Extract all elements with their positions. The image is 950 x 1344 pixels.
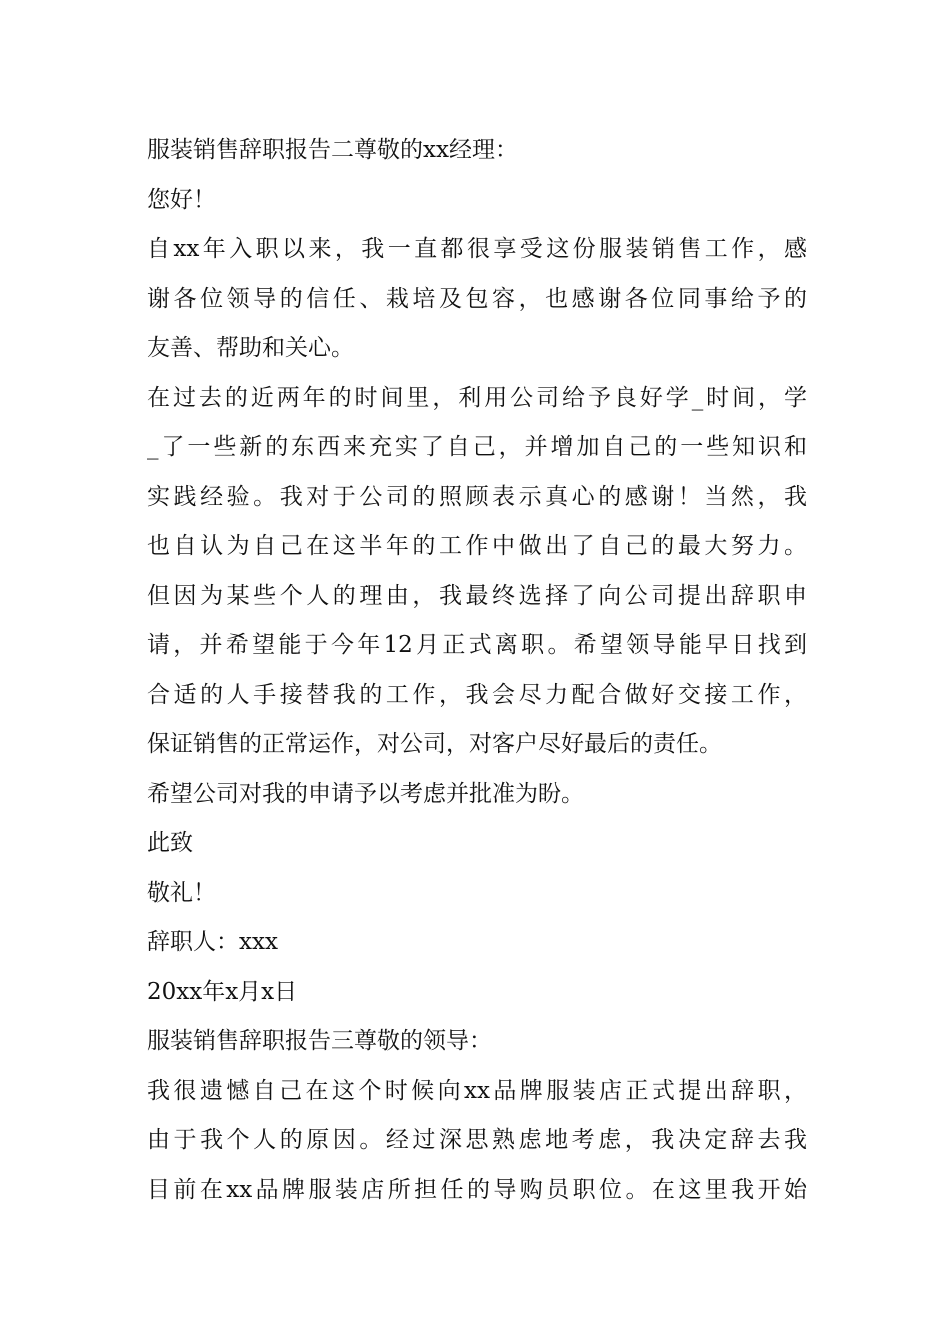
heading-report-three: 服装销售辞职报告三尊敬的领导： bbox=[147, 1028, 492, 1054]
paragraph-line: 自xx年入职以来，我一直都很享受这份服装销售工作，感 bbox=[147, 236, 807, 262]
paragraph-line: 我很遗憾自己在这个时候向xx品牌服装店正式提出辞职， bbox=[147, 1077, 807, 1104]
document-body bbox=[147, 126, 807, 1215]
paragraph-line: 友善、帮助和关心。 bbox=[147, 335, 354, 361]
closing-regards: 敬礼！ bbox=[147, 879, 216, 906]
paragraph-line: 合适的人手接替我的工作，我会尽力配合做好交接工作， bbox=[147, 681, 807, 708]
heading-report-two: 服装销售辞职报告二尊敬的xx经理： bbox=[147, 137, 518, 163]
paragraph-line: 希望公司对我的申请予以考虑并批准为盼。 bbox=[147, 780, 584, 807]
signature-line: 辞职人：xxx bbox=[147, 929, 278, 955]
paragraph-line: 由于我个人的原因。经过深思熟虑地考虑，我决定辞去我 bbox=[147, 1127, 807, 1153]
paragraph-line: 请，并希望能于今年12月正式离职。希望领导能早日找到 bbox=[147, 632, 807, 658]
paragraph-line: 谢各位领导的信任、栽培及包容，也感谢各位同事给予的 bbox=[147, 285, 807, 312]
closing-salutation: 此致 bbox=[147, 830, 193, 856]
paragraph-line: 保证销售的正常运作，对公司，对客户尽好最后的责任。 bbox=[147, 731, 722, 757]
paragraph-line: 也自认为自己在这半年的工作中做出了自己的最大努力。 bbox=[147, 533, 807, 559]
greeting: 您好！ bbox=[147, 186, 216, 213]
paragraph-line: _了一些新的东西来充实了自己，并增加自己的一些知识和 bbox=[147, 434, 807, 460]
paragraph-line: 但因为某些个人的理由，我最终选择了向公司提出辞职申 bbox=[147, 582, 807, 609]
paragraph-line: 在过去的近两年的时间里，利用公司给予良好学_时间，学 bbox=[147, 384, 807, 411]
date-line: 20xx年x月x日 bbox=[147, 978, 298, 1005]
paragraph-line: 实践经验。我对于公司的照顾表示真心的感谢！当然，我 bbox=[147, 483, 807, 510]
paragraph-line: 目前在xx品牌服装店所担任的导购员职位。在这里我开始 bbox=[147, 1176, 807, 1203]
